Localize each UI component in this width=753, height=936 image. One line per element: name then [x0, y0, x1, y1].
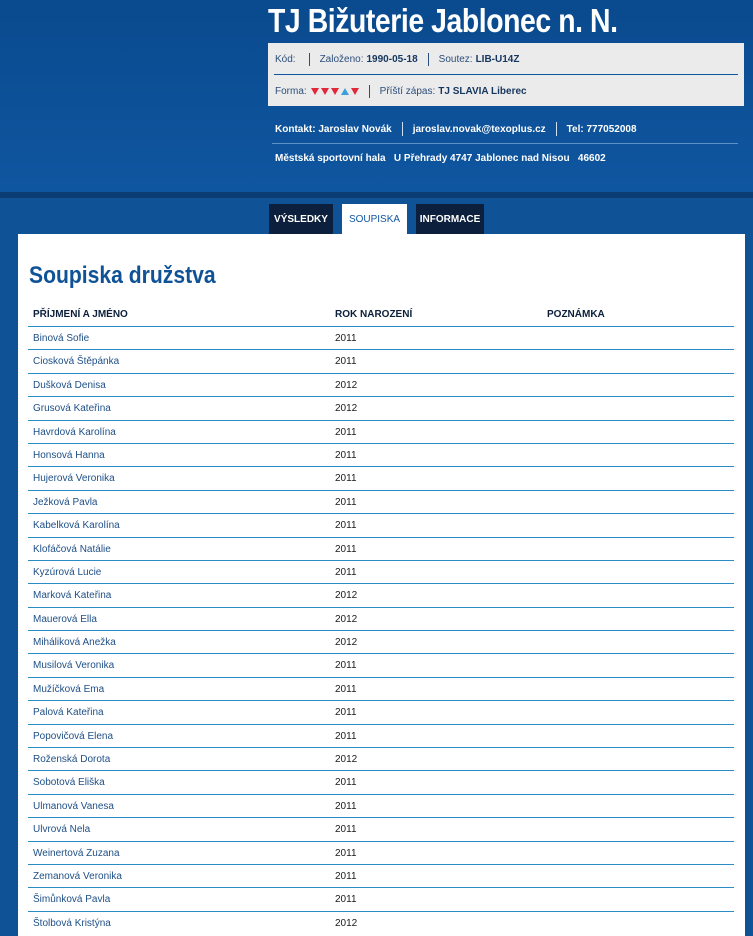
roster-table	[28, 326, 734, 934]
birth-year: 2011	[335, 496, 357, 508]
player-name[interactable]: Marková Kateřina	[33, 590, 112, 602]
roster-panel	[18, 234, 745, 936]
contact-email[interactable]: jaroslav.novak@texoplus.cz	[412, 123, 546, 135]
player-name[interactable]: Roženská Dorota	[33, 754, 111, 766]
info-row-2	[275, 81, 527, 101]
birth-year: 2011	[335, 356, 357, 368]
birth-year: 2012	[335, 613, 358, 625]
contact-row	[275, 122, 637, 136]
player-name[interactable]: Kyzúrová Lucie	[33, 566, 102, 578]
player-name[interactable]: Havrdová Karolína	[33, 426, 116, 438]
player-name[interactable]: Mužíčková Ema	[33, 683, 105, 695]
birth-year: 2012	[335, 917, 358, 929]
form-loss-triangle-icon	[311, 88, 319, 95]
form-indicator	[309, 88, 359, 95]
birth-year: 2011	[335, 730, 357, 742]
birth-year: 2011	[335, 473, 357, 485]
team-info-box	[268, 43, 744, 106]
table-row	[28, 420, 734, 443]
info-row-1	[275, 49, 519, 69]
birth-year: 2012	[335, 754, 358, 766]
player-name[interactable]: Weinertová Zuzana	[33, 847, 120, 859]
column-header-year: ROK NAROZENÍ	[335, 309, 413, 320]
player-name[interactable]: Ježková Pavla	[33, 496, 98, 508]
table-row	[28, 864, 734, 887]
player-name[interactable]: Binová Sofie	[33, 333, 90, 344]
kod-label: Kód:	[275, 53, 296, 65]
birth-year: 2011	[335, 520, 357, 532]
table-row	[28, 607, 734, 630]
player-name[interactable]: Palová Kateřina	[33, 707, 104, 719]
birth-year: 2011	[335, 566, 357, 578]
next-match-label: Příští zápas:	[379, 85, 436, 97]
player-name[interactable]: Mauerová Ella	[33, 613, 97, 625]
table-row	[28, 911, 734, 934]
table-row	[28, 700, 734, 723]
tab-vysledky[interactable]: VÝSLEDKY	[269, 204, 333, 234]
player-name[interactable]: Šimůnková Pavla	[33, 894, 111, 906]
table-row	[28, 490, 734, 513]
table-row	[28, 513, 734, 536]
contact-divider	[272, 143, 738, 144]
column-header-name: PŘÍJMENÍ A JMÉNO	[33, 309, 128, 320]
info-divider	[274, 74, 738, 75]
table-row	[28, 653, 734, 676]
tab-bar	[269, 204, 493, 234]
player-name[interactable]: Dušková Denisa	[33, 379, 106, 391]
forma-label: Forma:	[275, 85, 307, 97]
player-name[interactable]: Štolbová Kristýna	[33, 917, 111, 929]
player-name[interactable]: Popovičová Elena	[33, 730, 114, 742]
team-title: TJ Bižuterie Jablonec n. N.	[268, 2, 618, 39]
birth-year: 2012	[335, 379, 358, 391]
table-row	[28, 537, 734, 560]
birth-year: 2011	[335, 824, 357, 836]
header-bottom-band	[0, 192, 753, 198]
table-row	[28, 373, 734, 396]
table-row	[28, 630, 734, 653]
player-name[interactable]: Sobotová Eliška	[33, 777, 105, 789]
birth-year: 2011	[335, 707, 357, 719]
soutez-label: Soutez:	[438, 53, 473, 65]
player-name[interactable]: Musilová Veronika	[33, 660, 115, 672]
birth-year: 2011	[335, 543, 357, 555]
separator	[369, 85, 370, 98]
tab-informace[interactable]: INFORMACE	[416, 204, 484, 234]
soutez-value[interactable]: LIB-U14Z	[475, 53, 520, 65]
page-title: Soupiska družstva	[29, 262, 216, 289]
separator	[309, 53, 310, 66]
birth-year: 2012	[335, 590, 358, 602]
contact-address: Městská sportovní hala U Přehrady 4747 Jablonec nad Nisou 46602	[275, 153, 606, 164]
table-row	[28, 677, 734, 700]
birth-year: 2011	[335, 870, 357, 882]
table-row	[28, 841, 734, 864]
player-name[interactable]: Ulmanová Vanesa	[33, 800, 114, 812]
table-row	[28, 887, 734, 910]
table-row	[28, 583, 734, 606]
tab-soupiska[interactable]: SOUPISKA	[342, 204, 407, 234]
table-row	[28, 770, 734, 793]
table-row	[28, 817, 734, 840]
next-match-value[interactable]: TJ SLAVIA Liberec	[438, 85, 527, 97]
player-name[interactable]: Miháliková Anežka	[33, 637, 116, 649]
form-loss-triangle-icon	[331, 88, 339, 95]
birth-year: 2011	[335, 777, 357, 789]
player-name[interactable]: Honsová Hanna	[33, 449, 105, 461]
birth-year: 2011	[335, 800, 357, 812]
zalozeno-label: Založeno:	[319, 53, 364, 65]
birth-year: 2011	[335, 660, 357, 672]
contact-name: Kontakt: Jaroslav Novák	[275, 123, 392, 135]
birth-year: 2011	[335, 426, 357, 438]
player-name[interactable]: Kabelková Karolína	[33, 520, 120, 532]
table-row	[28, 326, 734, 349]
table-row	[28, 349, 734, 372]
player-name[interactable]: Ulvrová Nela	[33, 824, 91, 836]
column-header-note: POZNÁMKA	[547, 309, 605, 320]
table-row	[28, 466, 734, 489]
birth-year: 2011	[335, 894, 357, 906]
table-row	[28, 396, 734, 419]
table-row	[28, 724, 734, 747]
birth-year: 2011	[335, 449, 357, 461]
form-loss-triangle-icon	[351, 88, 359, 95]
birth-year: 2012	[335, 637, 358, 649]
separator	[428, 53, 429, 66]
contact-phone: Tel: 777052008	[566, 123, 637, 135]
birth-year: 2011	[335, 683, 357, 695]
player-name[interactable]: Klofáčová Natálie	[33, 543, 111, 555]
table-row	[28, 443, 734, 466]
form-loss-triangle-icon	[321, 88, 329, 95]
table-row	[28, 794, 734, 817]
table-row	[28, 747, 734, 770]
player-name[interactable]: Hujerová Veronika	[33, 473, 115, 485]
zalozeno-value: 1990-05-18	[366, 53, 418, 65]
form-win-triangle-icon	[341, 88, 349, 95]
table-row	[28, 560, 734, 583]
player-name[interactable]: Grusová Kateřina	[33, 403, 111, 415]
separator	[556, 122, 557, 136]
player-name[interactable]: Ciosková Štěpánka	[33, 356, 120, 368]
player-name[interactable]: Zemanová Veronika	[33, 870, 122, 882]
birth-year: 2011	[335, 847, 357, 859]
birth-year: 2012	[335, 403, 358, 415]
separator	[402, 122, 403, 136]
birth-year: 2011	[335, 333, 357, 344]
